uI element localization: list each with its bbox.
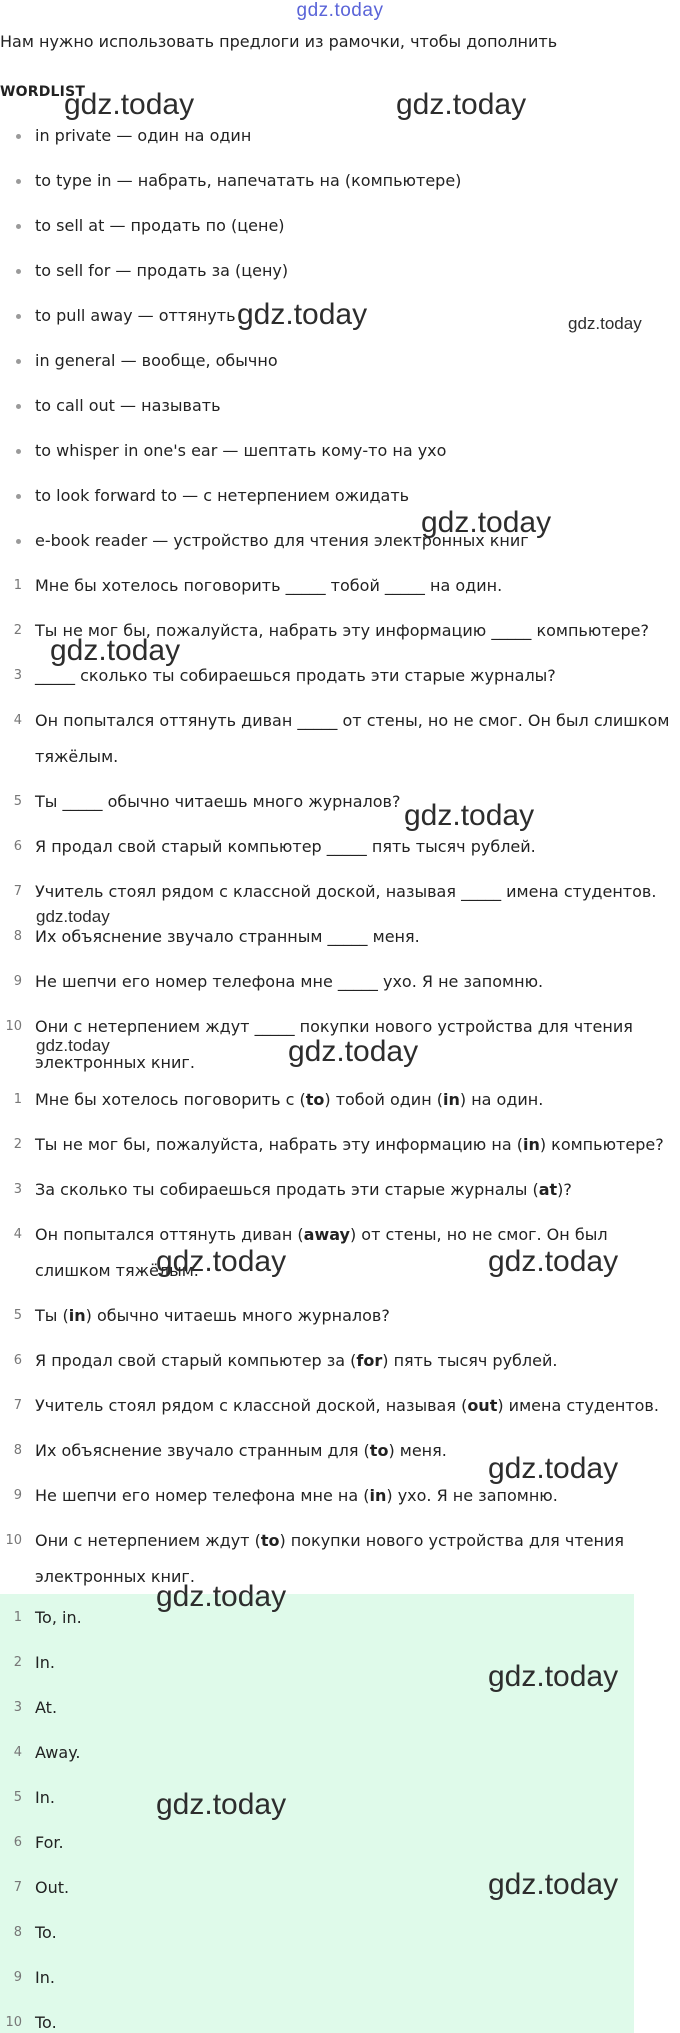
answer-word: in (369, 1486, 387, 1505)
short-answer-item: 3 At. (13, 1698, 58, 1717)
answer-item: 2 Ты не мог бы, пожалуйста, набрать эту информацию на (in) компьютере? (13, 1135, 664, 1154)
answer-list (0, 1082, 680, 1604)
wordlist-item: to sell at — продать по (цене) (0, 216, 680, 261)
answer-item: 1 Мне бы хотелось поговорить с (to) тобой один (in) на один. (13, 1090, 544, 1109)
answer-word: to (260, 1531, 280, 1550)
wordlist-item: to pull away — оттянуть (0, 306, 680, 351)
task-item: 4 Он попытался оттянуть диван _____ от стены, но не смог. Он был слишком тяжёлым. (13, 711, 670, 766)
answer-word: to (305, 1090, 325, 1109)
answer-word: in (522, 1135, 540, 1154)
bullet-icon (16, 404, 21, 409)
task-item: 3 _____ сколько ты собираешься продать эти старые журналы? (13, 666, 556, 685)
watermark: gdz.today (421, 506, 552, 539)
watermark: gdz.today (36, 1036, 110, 1055)
watermark: gdz.today (156, 1580, 287, 1613)
answer-word: for (356, 1351, 383, 1370)
answer-item: 10 Они с нетерпением ждут (to) покупки нового устройства для чтения электронных книг. (5, 1531, 624, 1586)
bullet-icon (16, 539, 21, 544)
answer-word: at (538, 1180, 558, 1199)
short-answer-item: 4 Away. (13, 1743, 81, 1762)
short-answer-item: 1 To, in. (13, 1608, 82, 1627)
answer-item: 9 Не шепчи его номер телефона мне на (in) ухо. Я не запомню. (13, 1486, 558, 1505)
bullet-icon (16, 134, 21, 139)
answer-item: 4 Он попытался оттянуть диван (away) от стены, но не смог. Он был слишком тяжёлым. (13, 1225, 608, 1280)
watermark: gdz.today (237, 298, 368, 331)
short-answer-item: 7 Out. (13, 1878, 70, 1897)
watermark: gdz.today (50, 634, 181, 667)
watermark: gdz.today (568, 314, 642, 333)
answer-item: 3 За сколько ты собираешься продать эти старые журналы (at)? (13, 1180, 572, 1199)
short-answer-item: 5 In. (13, 1788, 55, 1807)
short-answer-item: 6 For. (13, 1833, 64, 1852)
wordlist (0, 126, 680, 576)
answer-word: away (303, 1225, 350, 1244)
answer-word: out (467, 1396, 498, 1415)
watermark: gdz.today (64, 88, 195, 121)
short-answer-item: 2 In. (13, 1653, 55, 1672)
task-item: 10 Они с нетерпением ждут _____ покупки нового устройства для чтения электронных книг. (5, 1017, 633, 1072)
task-item: 5 Ты _____ обычно читаешь много журналов? (13, 792, 401, 811)
short-answer-item: 9 In. (13, 1968, 55, 1987)
bullet-icon (16, 494, 21, 499)
task-item: 6 Я продал свой старый компьютер _____ пять тысяч рублей. (13, 837, 536, 856)
watermark: gdz.today (488, 1245, 619, 1278)
wordlist-title: WORDLIST (0, 84, 86, 100)
watermark: gdz.today (488, 1868, 619, 1901)
answer-word: to (369, 1441, 389, 1460)
wordlist-item: e-book reader — устройство для чтения электронных книг (0, 531, 680, 576)
watermark: gdz.today (488, 1452, 619, 1485)
short-answer-item: 10 To. (5, 2013, 57, 2032)
bullet-icon (16, 179, 21, 184)
watermark: gdz.today (156, 1788, 287, 1821)
answer-item: 5 Ты (in) обычно читаешь много журналов? (13, 1306, 390, 1325)
bullet-icon (16, 269, 21, 274)
wordlist-item: in general — вообще, обычно (0, 351, 680, 396)
watermark: gdz.today (396, 88, 527, 121)
answer-word: in (442, 1090, 460, 1109)
intro-text: Нам нужно использовать предлоги из рамочки, чтобы дополнить (0, 32, 558, 51)
wordlist-item: to sell for — продать за (цену) (0, 261, 680, 306)
watermark: gdz.today (404, 799, 535, 832)
wordlist-item: to type in — набрать, напечатать на (компьютере) (0, 171, 680, 216)
answer-item: 6 Я продал свой старый компьютер за (for) пять тысяч рублей. (13, 1351, 558, 1370)
answer-word: in (68, 1306, 86, 1325)
answer-item: 8 Их объяснение звучало странным для (to) меня. (13, 1441, 447, 1460)
watermark: gdz.today (156, 1245, 287, 1278)
watermark: gdz.today (288, 1035, 419, 1068)
task-item: 9 Не шепчи его номер телефона мне _____ ухо. Я не запомню. (13, 972, 544, 991)
wordlist-item: to call out — называть (0, 396, 680, 441)
wordlist-item: to look forward to — с нетерпением ожидать (0, 486, 680, 531)
bullet-icon (16, 449, 21, 454)
bullet-icon (16, 359, 21, 364)
wordlist-item: to whisper in one's ear — шептать кому-то на ухо (0, 441, 680, 486)
site-logo[interactable]: gdz.today (296, 0, 384, 21)
task-item: 1 Мне бы хотелось поговорить _____ тобой _____ на один. (13, 576, 503, 595)
bullet-icon (16, 224, 21, 229)
bullet-icon (16, 314, 21, 319)
wordlist-item: in private — один на один (0, 126, 680, 171)
watermark: gdz.today (488, 1660, 619, 1693)
answer-item: 7 Учитель стоял рядом с классной доской, называя (out) имена студентов. (13, 1396, 659, 1415)
task-item: 8 Их объяснение звучало странным _____ меня. (13, 927, 420, 946)
watermark: gdz.today (36, 907, 110, 926)
short-answer-item: 8 To. (13, 1923, 57, 1942)
task-item: 2 Ты не мог бы, пожалуйста, набрать эту информацию _____ компьютере? (13, 621, 649, 640)
task-item: 7 Учитель стоял рядом с классной доской, называя _____ имена студентов. (13, 882, 657, 901)
